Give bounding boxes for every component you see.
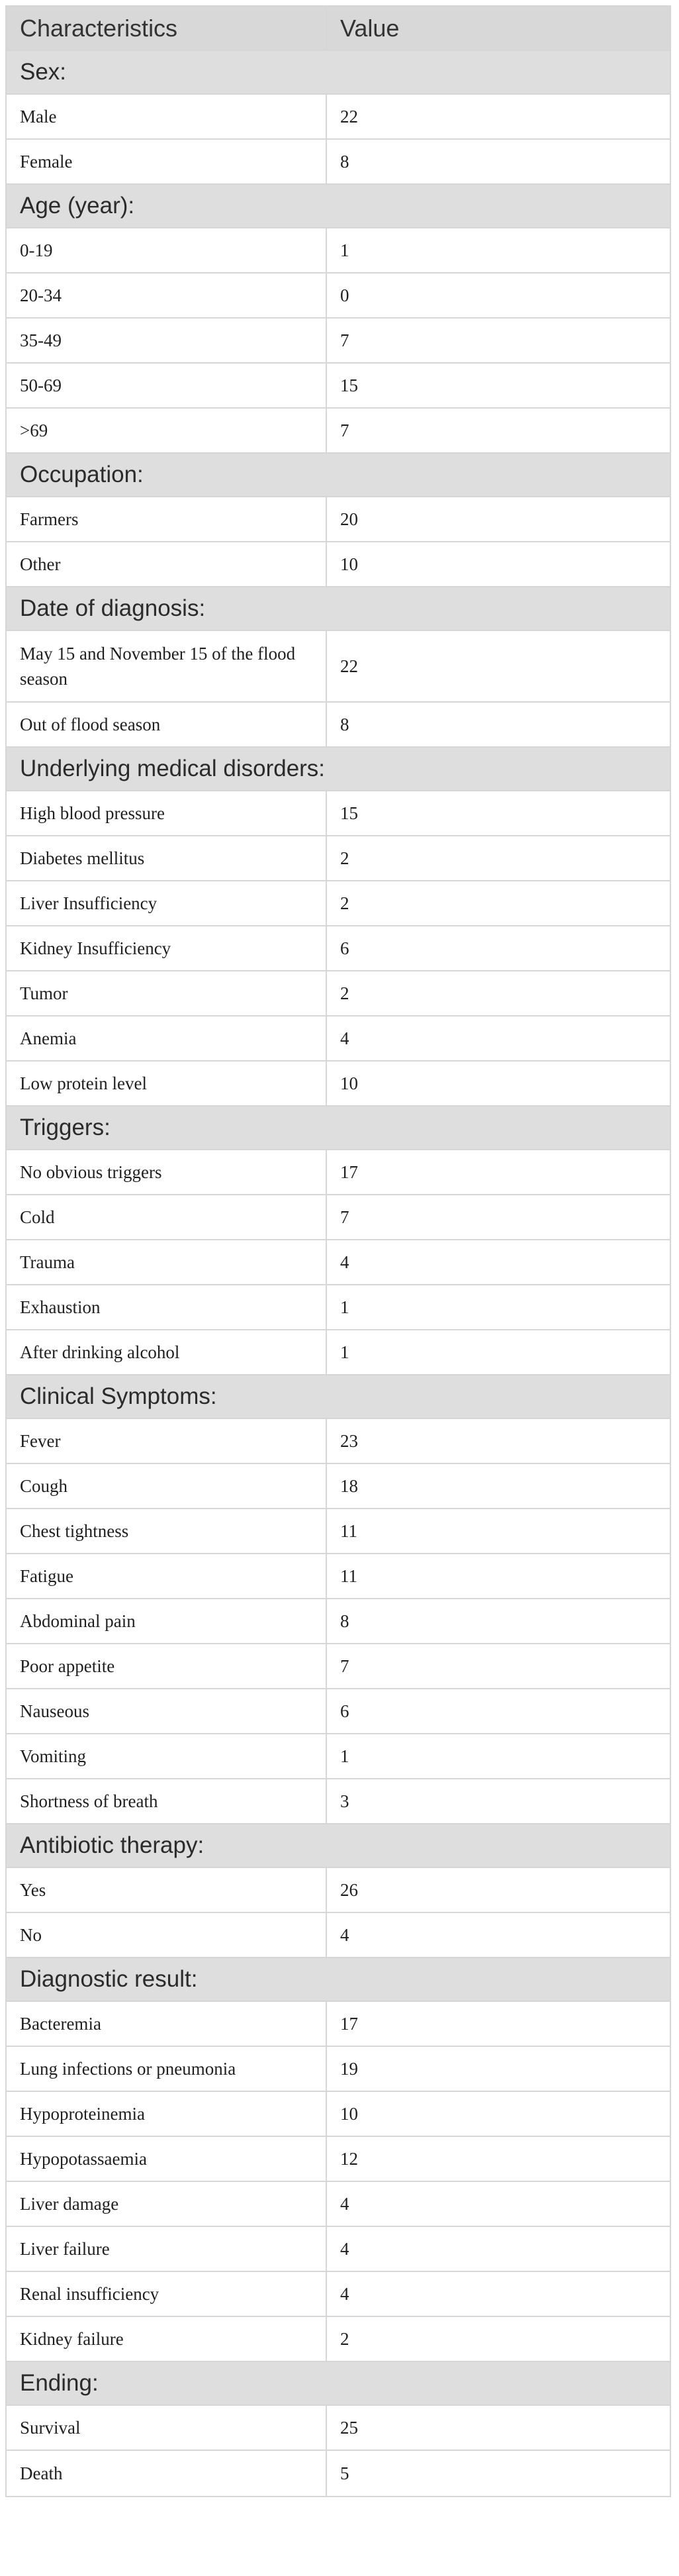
table-row	[6, 971, 670, 1016]
table-row	[6, 2181, 670, 2226]
row-label: No	[6, 1912, 326, 1957]
row-label: Tumor	[6, 971, 326, 1016]
section-title: Antibiotic therapy:	[6, 1824, 670, 1867]
section-title: Date of diagnosis:	[6, 587, 670, 630]
section-header-row	[6, 1957, 670, 2001]
row-value: 0	[326, 273, 670, 318]
table-row	[6, 2271, 670, 2316]
row-value: 10	[326, 2091, 670, 2136]
row-label: Kidney Insufficiency	[6, 926, 326, 971]
table-row	[6, 1330, 670, 1375]
row-value: 7	[326, 408, 670, 453]
row-label: Yes	[6, 1867, 326, 1912]
table-row	[6, 497, 670, 542]
row-value: 8	[326, 702, 670, 747]
row-label: Liver failure	[6, 2226, 326, 2271]
table-row	[6, 408, 670, 453]
row-label: Cough	[6, 1463, 326, 1509]
row-value: 22	[326, 94, 670, 139]
row-value: 18	[326, 1463, 670, 1509]
row-label: Liver damage	[6, 2181, 326, 2226]
table-header-row	[6, 6, 670, 50]
row-value: 1	[326, 1330, 670, 1375]
row-value: 2	[326, 971, 670, 1016]
row-label: Cold	[6, 1195, 326, 1240]
row-value: 7	[326, 318, 670, 363]
row-label: Other	[6, 542, 326, 587]
row-value: 1	[326, 1734, 670, 1779]
row-value: 1	[326, 228, 670, 273]
section-title: Sex:	[6, 50, 670, 94]
table-row	[6, 273, 670, 318]
table-body	[6, 6, 670, 2497]
row-value: 5	[326, 2450, 670, 2497]
row-label: Diabetes mellitus	[6, 836, 326, 881]
row-label: Low protein level	[6, 1061, 326, 1106]
table-row	[6, 228, 670, 273]
section-header-row	[6, 50, 670, 94]
header-value: Value	[326, 6, 670, 50]
row-label: Bacteremia	[6, 2001, 326, 2046]
section-title: Triggers:	[6, 1106, 670, 1150]
table-row	[6, 1867, 670, 1912]
row-label: Nauseous	[6, 1689, 326, 1734]
table-row	[6, 1644, 670, 1689]
table-row	[6, 1240, 670, 1285]
row-label: No obvious triggers	[6, 1150, 326, 1195]
table-row	[6, 881, 670, 926]
row-label: Liver Insufficiency	[6, 881, 326, 926]
table-row	[6, 1463, 670, 1509]
row-label: Male	[6, 94, 326, 139]
row-label: 20-34	[6, 273, 326, 318]
row-label: Hypoproteinemia	[6, 2091, 326, 2136]
row-value: 4	[326, 2271, 670, 2316]
row-value: 7	[326, 1195, 670, 1240]
row-value: 4	[326, 1240, 670, 1285]
table-row	[6, 2450, 670, 2497]
row-value: 25	[326, 2405, 670, 2450]
characteristics-table	[5, 5, 671, 2497]
table-row	[6, 1150, 670, 1195]
row-value: 23	[326, 1418, 670, 1463]
row-label: Exhaustion	[6, 1285, 326, 1330]
row-label: Kidney failure	[6, 2316, 326, 2361]
row-label: Abdominal pain	[6, 1599, 326, 1644]
row-value: 8	[326, 1599, 670, 1644]
table-row	[6, 791, 670, 836]
section-header-row	[6, 453, 670, 497]
table-row	[6, 1912, 670, 1957]
row-label: Lung infections or pneumonia	[6, 2046, 326, 2091]
section-header-row	[6, 2361, 670, 2405]
table-row	[6, 2136, 670, 2181]
table-row	[6, 926, 670, 971]
table-row	[6, 2001, 670, 2046]
section-title: Ending:	[6, 2361, 670, 2405]
table-row	[6, 1554, 670, 1599]
table-row	[6, 318, 670, 363]
row-value: 15	[326, 791, 670, 836]
table-row	[6, 363, 670, 408]
row-label: 35-49	[6, 318, 326, 363]
table-row	[6, 542, 670, 587]
row-value: 6	[326, 926, 670, 971]
section-title: Underlying medical disorders:	[6, 747, 670, 791]
table-row	[6, 1734, 670, 1779]
table-row	[6, 1016, 670, 1061]
row-value: 3	[326, 1779, 670, 1824]
table-row	[6, 1779, 670, 1824]
row-value: 6	[326, 1689, 670, 1734]
section-title: Age (year):	[6, 184, 670, 228]
row-value: 4	[326, 2226, 670, 2271]
table-row	[6, 1599, 670, 1644]
table-row	[6, 1195, 670, 1240]
row-value: 10	[326, 542, 670, 587]
table-row	[6, 630, 670, 702]
row-label: Survival	[6, 2405, 326, 2450]
row-value: 2	[326, 2316, 670, 2361]
row-label: Poor appetite	[6, 1644, 326, 1689]
row-value: 4	[326, 2181, 670, 2226]
table-row	[6, 836, 670, 881]
header-characteristics: Characteristics	[6, 6, 326, 50]
row-label: Farmers	[6, 497, 326, 542]
table-row	[6, 1418, 670, 1463]
row-label: After drinking alcohol	[6, 1330, 326, 1375]
row-value: 17	[326, 1150, 670, 1195]
row-label: May 15 and November 15 of the flood season	[6, 630, 326, 702]
row-value: 12	[326, 2136, 670, 2181]
table-row	[6, 1509, 670, 1554]
row-value: 4	[326, 1016, 670, 1061]
row-value: 22	[326, 630, 670, 702]
row-value: 10	[326, 1061, 670, 1106]
table-row	[6, 1061, 670, 1106]
row-value: 7	[326, 1644, 670, 1689]
section-header-row	[6, 587, 670, 630]
row-value: 19	[326, 2046, 670, 2091]
row-value: 11	[326, 1509, 670, 1554]
table-row	[6, 2316, 670, 2361]
row-value: 1	[326, 1285, 670, 1330]
table-row	[6, 702, 670, 747]
section-header-row	[6, 1824, 670, 1867]
row-value: 2	[326, 836, 670, 881]
table-row	[6, 2226, 670, 2271]
row-label: Hypopotassaemia	[6, 2136, 326, 2181]
section-header-row	[6, 184, 670, 228]
row-label: Anemia	[6, 1016, 326, 1061]
section-header-row	[6, 747, 670, 791]
table-row	[6, 2046, 670, 2091]
row-label: High blood pressure	[6, 791, 326, 836]
section-header-row	[6, 1375, 670, 1418]
row-label: Fatigue	[6, 1554, 326, 1599]
row-value: 17	[326, 2001, 670, 2046]
table-row	[6, 139, 670, 184]
section-title: Diagnostic result:	[6, 1957, 670, 2001]
row-value: 20	[326, 497, 670, 542]
row-value: 4	[326, 1912, 670, 1957]
row-label: Fever	[6, 1418, 326, 1463]
row-label: 0-19	[6, 228, 326, 273]
section-header-row	[6, 1106, 670, 1150]
row-label: Vomiting	[6, 1734, 326, 1779]
row-label: Shortness of breath	[6, 1779, 326, 1824]
row-label: >69	[6, 408, 326, 453]
row-label: 50-69	[6, 363, 326, 408]
table-row	[6, 2405, 670, 2450]
table-row	[6, 1689, 670, 1734]
row-value: 26	[326, 1867, 670, 1912]
row-label: Chest tightness	[6, 1509, 326, 1554]
row-label: Renal insufficiency	[6, 2271, 326, 2316]
section-title: Clinical Symptoms:	[6, 1375, 670, 1418]
row-value: 8	[326, 139, 670, 184]
table-row	[6, 1285, 670, 1330]
row-value: 15	[326, 363, 670, 408]
row-label: Out of flood season	[6, 702, 326, 747]
section-title: Occupation:	[6, 453, 670, 497]
row-label: Trauma	[6, 1240, 326, 1285]
table-row	[6, 94, 670, 139]
table-row	[6, 2091, 670, 2136]
row-value: 2	[326, 881, 670, 926]
row-label: Female	[6, 139, 326, 184]
row-label: Death	[6, 2450, 326, 2497]
row-value: 11	[326, 1554, 670, 1599]
